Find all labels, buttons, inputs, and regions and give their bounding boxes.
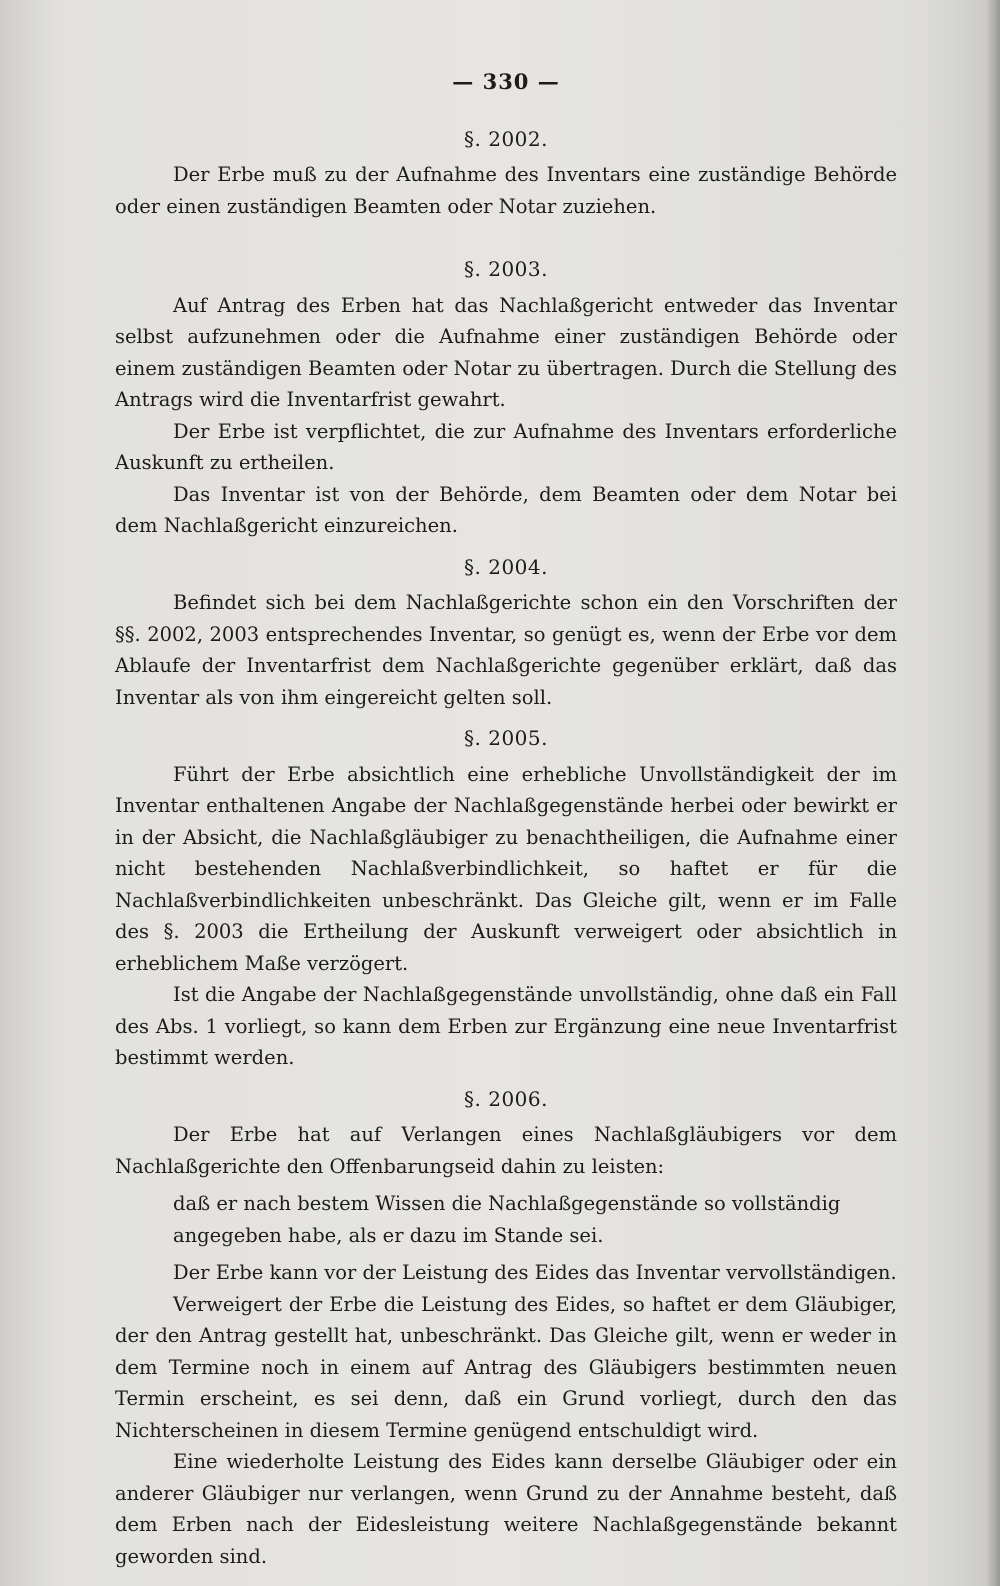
section-heading-2003: §. 2003. <box>464 257 548 281</box>
paragraph: Der Erbe kann vor der Leistung des Eides das Inventar vervollständigen. <box>173 1261 897 1284</box>
paragraph: Ist die Angabe der Nachlaßgegenstände unvollständig, ohne daß ein Fall des Abs. 1 vorliegt, so kann dem Erben zur Ergänzung eine neue Inventarfrist bestimmt werden. <box>115 983 897 1069</box>
page-number: — 330 — <box>452 69 560 94</box>
section-heading-2002: §. 2002. <box>464 126 548 151</box>
paragraph: Eine wiederholte Leistung des Eides kann derselbe Gläubiger oder ein anderer Gläubiger nur verlangen, wenn Grund zu der Annahme besteht, daß dem Erben nach der Eidesleistung weitere Nachlaßgegenstände bekannt geworden sind. <box>115 1450 897 1568</box>
paragraph: Führt der Erbe absichtlich eine erhebliche Unvollständigkeit der im Inventar enthaltenen Angabe der Nachlaßgegenstände herbei oder bewirkt er in der Absicht, die Nachlaßgläubiger zu benachtheiligen, die Aufnahme einer nicht bestehenden Nachlaßverbindlichkeit, so haftet er für die Nachlaßverbindlichkeiten unbeschränkt. Das Gleiche gilt, wenn er im Falle des §. 2003 die Ertheilung der Auskunft verweigert oder absichtlich in erheblichem Maße verzögert. <box>115 762 897 975</box>
paragraph: Verweigert der Erbe die Leistung des Eides, so haftet er dem Gläubiger, der den Antrag gestellt hat, unbeschränkt. Das Gleiche gilt, wenn er weder in dem Termine noch in einem auf Antrag des Gläubigers bestimmten neuen Termin erscheint, es sei denn, daß ein Grund vorliegt, durch den das Nichterscheinen in diesem Termine genügend entschuldigt wird. <box>115 1292 897 1442</box>
page-text <box>115 60 897 1572</box>
paragraph: Der Erbe hat auf Verlangen eines Nachlaßgläubigers vor dem Nachlaßgerichte den Offenbarungseid dahin zu leisten: <box>115 1123 897 1178</box>
paragraph: Befindet sich bei dem Nachlaßgerichte schon ein den Vorschriften der §§. 2002, 2003 entsprechendes Inventar, so genügt es, wenn der Erbe vor dem Ablaufe der Inventarfrist dem Nachlaßgerichte gegenüber erklärt, daß das Inventar als von ihm eingereicht gelten soll. <box>115 591 897 709</box>
section-spacer <box>115 222 897 244</box>
paragraph: Das Inventar ist von der Behörde, dem Beamten oder dem Notar bei dem Nachlaßgericht einzureichen. <box>115 482 897 537</box>
section-heading-2004: §. 2004. <box>464 554 548 579</box>
paragraph: Der Erbe muß zu der Aufnahme des Inventars eine zuständige Behörde oder einen zuständigen Beamten oder Notar zuziehen. <box>115 163 897 218</box>
section-heading-2006: §. 2006. <box>464 1086 548 1111</box>
paragraph: Auf Antrag des Erben hat das Nachlaßgericht entweder das Inventar selbst aufzunehmen oder die Aufnahme einer zuständigen Behörde oder einem zuständigen Beamten oder Notar zu übertragen. Durch die Stellung des Antrags wird die Inventarfrist gewahrt. <box>115 293 897 411</box>
paragraph: Der Erbe ist verpflichtet, die zur Aufnahme des Inventars erforderliche Auskunft zu ertheilen. <box>115 419 897 474</box>
section-heading-2005: §. 2005. <box>464 726 548 750</box>
oath-wording: daß er nach bestem Wissen die Nachlaßgegenstände so vollständig angegeben habe, als er dazu im Stande sei. <box>173 1192 841 1247</box>
